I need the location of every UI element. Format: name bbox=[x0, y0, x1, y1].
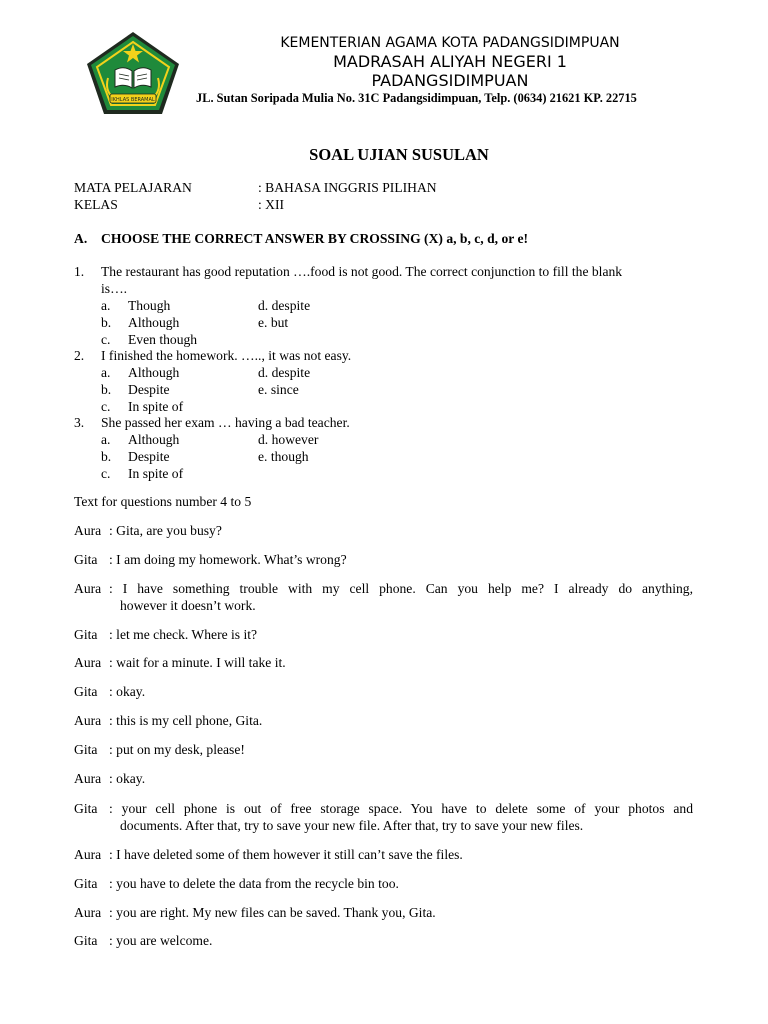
ministry-logo bbox=[84, 30, 182, 116]
option-a: Although bbox=[128, 432, 180, 447]
option-b: Despite bbox=[128, 382, 170, 397]
utterance-cont: documents. After that, try to save your new file. After that, try to save your new files. bbox=[120, 818, 584, 833]
question-text: I finished the homework. ….., it was not easy. bbox=[101, 348, 352, 363]
utterance: : wait for a minute. I will take it. bbox=[109, 655, 286, 670]
speaker: Aura bbox=[74, 713, 102, 728]
utterance: : let me check. Where is it? bbox=[109, 627, 258, 642]
utterance: : you have to delete the data from the recycle bin too. bbox=[109, 876, 399, 891]
option-d: d. however bbox=[258, 432, 319, 447]
utterance: : your cell phone is out of free storage space. You have to delete some of your photos and bbox=[109, 801, 693, 816]
question-number: 3. bbox=[74, 415, 85, 430]
speaker: Aura bbox=[74, 847, 102, 862]
utterance: : this is my cell phone, Gita. bbox=[109, 713, 263, 728]
option-a-letter: a. bbox=[101, 432, 111, 447]
option-c-letter: c. bbox=[101, 332, 111, 347]
utterance: : I have deleted some of them however it still can’t save the files. bbox=[109, 847, 463, 862]
speaker: Gita bbox=[74, 876, 98, 891]
option-d: d. despite bbox=[258, 365, 311, 380]
question-number: 1. bbox=[74, 264, 85, 279]
option-a-letter: a. bbox=[101, 298, 111, 313]
option-c: In spite of bbox=[128, 466, 184, 481]
option-c-letter: c. bbox=[101, 466, 111, 481]
option-c: In spite of bbox=[128, 399, 184, 414]
option-a-letter: a. bbox=[101, 365, 111, 380]
question-text-cont: is…. bbox=[101, 281, 128, 296]
header-address: JL. Sutan Soripada Mulia No. 31C Padangsidimpuan, Telp. (0634) 21621 KP. 22715 bbox=[196, 91, 637, 105]
header-school-name: MADRASAH ALIYAH NEGERI 1 bbox=[333, 52, 567, 71]
option-b: Despite bbox=[128, 449, 170, 464]
speaker: Gita bbox=[74, 933, 98, 948]
utterance: : I am doing my homework. What’s wrong? bbox=[109, 552, 347, 567]
utterance: : you are right. My new files can be saved. Thank you, Gita. bbox=[109, 905, 436, 920]
option-b-letter: b. bbox=[101, 449, 112, 464]
speaker: Aura bbox=[74, 771, 102, 786]
question-text: The restaurant has good reputation ….food is not good. The correct conjunction to fill the blank bbox=[101, 264, 623, 279]
speaker: Gita bbox=[74, 627, 98, 642]
section-instruction: CHOOSE THE CORRECT ANSWER BY CROSSING (X) a, b, c, d, or e! bbox=[101, 231, 529, 246]
option-a: Although bbox=[128, 365, 180, 380]
page-title: SOAL UJIAN SUSULAN bbox=[309, 145, 489, 164]
speaker: Gita bbox=[74, 801, 98, 816]
utterance: : Gita, are you busy? bbox=[109, 523, 222, 538]
option-d: d. despite bbox=[258, 298, 311, 313]
option-c: Even though bbox=[128, 332, 198, 347]
utterance: : I have something trouble with my cell phone. Can you help me? I already do anything, bbox=[109, 581, 693, 596]
utterance: : okay. bbox=[109, 684, 146, 699]
question-text: She passed her exam … having a bad teacher. bbox=[101, 415, 350, 430]
question-number: 2. bbox=[74, 348, 85, 363]
option-e: e. though bbox=[258, 449, 309, 464]
speaker: Aura bbox=[74, 655, 102, 670]
option-a: Though bbox=[128, 298, 171, 313]
utterance: : put on my desk, please! bbox=[109, 742, 245, 757]
header-ministry: KEMENTERIAN AGAMA KOTA PADANGSIDIMPUAN bbox=[280, 35, 620, 51]
speaker: Aura bbox=[74, 581, 102, 596]
speaker: Gita bbox=[74, 742, 98, 757]
option-c-letter: c. bbox=[101, 399, 111, 414]
option-b-letter: b. bbox=[101, 315, 112, 330]
utterance-cont: however it doesn’t work. bbox=[120, 598, 256, 613]
speaker: Gita bbox=[74, 684, 98, 699]
option-b-letter: b. bbox=[101, 382, 112, 397]
svg-text:IKHLAS BERAMAL: IKHLAS BERAMAL bbox=[111, 97, 155, 103]
option-e: e. since bbox=[258, 382, 299, 397]
subject-value: : BAHASA INGGRIS PILIHAN bbox=[258, 180, 437, 195]
class-label: KELAS bbox=[74, 197, 118, 212]
speaker: Gita bbox=[74, 552, 98, 567]
subject-label: MATA PELAJARAN bbox=[74, 180, 192, 195]
option-b: Although bbox=[128, 315, 180, 330]
option-e: e. but bbox=[258, 315, 289, 330]
utterance: : you are welcome. bbox=[109, 933, 213, 948]
utterance: : okay. bbox=[109, 771, 146, 786]
text-intro: Text for questions number 4 to 5 bbox=[74, 494, 252, 509]
speaker: Aura bbox=[74, 905, 102, 920]
speaker: Aura bbox=[74, 523, 102, 538]
class-value: : XII bbox=[258, 197, 285, 212]
section-letter: A. bbox=[74, 231, 88, 246]
header-city: PADANGSIDIMPUAN bbox=[371, 71, 529, 90]
